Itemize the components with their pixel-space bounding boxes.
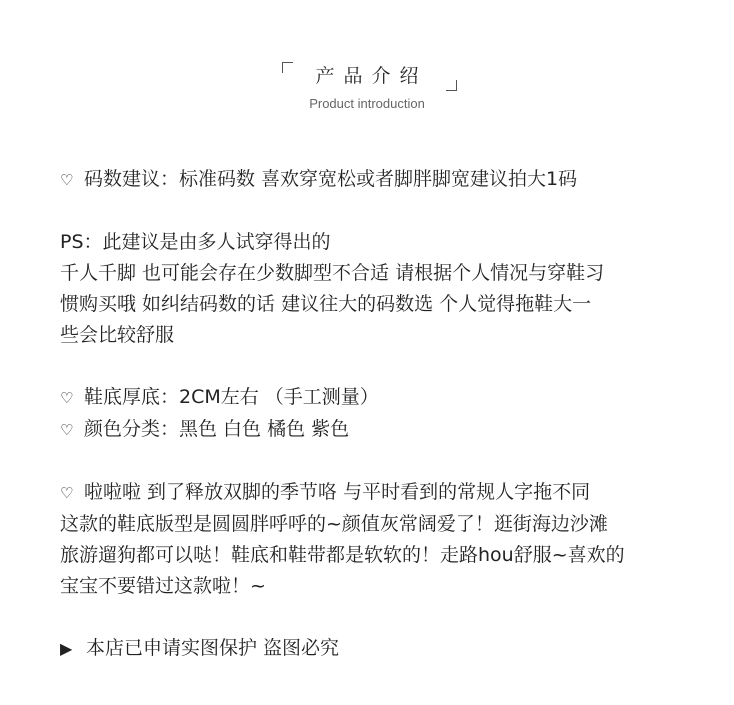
size-advice <box>60 164 700 196</box>
ps-line: 千人千脚 也可能会存在少数脚型不合适 请根据个人情况与穿鞋习 <box>60 262 605 284</box>
color-options-text: 颜色分类：黑色 白色 橘色 紫色 <box>84 418 350 440</box>
story-line: 宝宝不要错过这款啦！~ <box>60 575 266 597</box>
size-advice-text: 码数建议：标准码数 喜欢穿宽松或者脚胖脚宽建议拍大1码 <box>84 168 578 190</box>
copyright-notice <box>60 633 700 664</box>
ps-note <box>60 227 700 351</box>
spec-list <box>60 382 700 446</box>
product-description <box>60 164 700 695</box>
sole-thickness-text: 鞋底厚底：2CM左右 （手工测量） <box>84 386 379 408</box>
sole-thickness <box>60 382 700 414</box>
section-subtitle: Product introduction <box>309 96 425 111</box>
story-line: 旅游遛狗都可以哒！鞋底和鞋带都是软软的！走路hou舒服~喜欢的 <box>60 544 625 566</box>
section-title: 产品介绍 <box>315 65 428 87</box>
title-bracket-right <box>446 80 457 91</box>
ps-line: 些会比较舒服 <box>60 324 175 346</box>
heart-icon: ♡ <box>60 421 74 439</box>
color-options <box>60 414 700 446</box>
copyright-notice-text: 本店已申请实图保护 盗图必究 <box>86 637 340 659</box>
triangle-right-icon: ▶ <box>60 639 73 658</box>
ps-line: PS：此建议是由多人试穿得出的 <box>60 231 331 253</box>
ps-line: 惯购买哦 如纠结码数的话 建议往大的码数选 个人觉得拖鞋大一 <box>60 293 592 315</box>
heart-icon: ♡ <box>60 389 74 407</box>
product-story <box>60 477 700 602</box>
story-line: 这款的鞋底版型是圆圆胖呼呼的~颜值灰常阔爱了！逛街海边沙滩 <box>60 513 608 535</box>
story-line-text: 啦啦啦 到了释放双脚的季节咯 与平时看到的常规人字拖不同 <box>84 481 591 503</box>
heart-icon: ♡ <box>60 171 74 189</box>
story-line <box>60 477 700 509</box>
heart-icon: ♡ <box>60 484 74 502</box>
